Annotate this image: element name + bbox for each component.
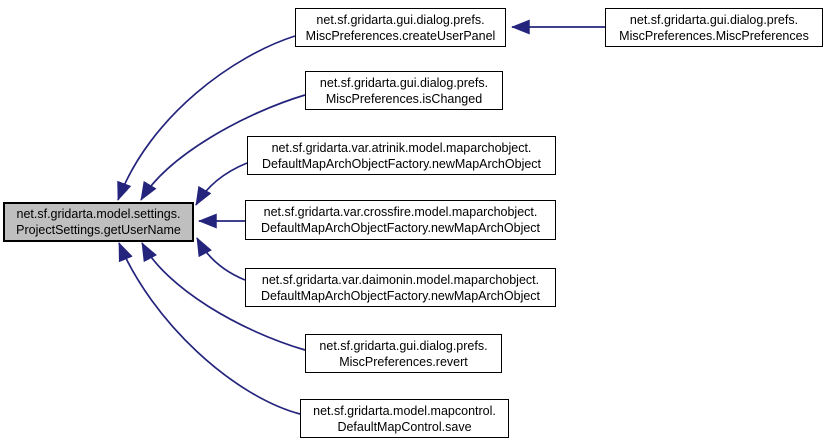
node-newmaparchobject-atrinik[interactable] <box>247 136 556 175</box>
node-label-line: ProjectSettings.getUserName <box>16 223 181 237</box>
node-label-line: DefaultMapArchObjectFactory.newMapArchObject <box>260 288 541 303</box>
node-label-line: MiscPreferences.createUserPanel <box>305 28 496 43</box>
node-label-line: net.sf.gridarta.gui.dialog.prefs. <box>629 12 799 27</box>
node-save[interactable] <box>300 399 509 438</box>
node-label-line: net.sf.gridarta.var.daimonin.model.maparchobject. <box>261 272 540 287</box>
node-label-line: MiscPreferences.isChanged <box>325 91 483 106</box>
node-ischanged[interactable] <box>305 71 503 110</box>
node-label-line: net.sf.gridarta.var.crossfire.model.maparchobject. <box>263 205 538 219</box>
edge-newmaparchobject-daimonin-to-getusername <box>197 238 245 280</box>
node-label-line: net.sf.gridarta.var.atrinik.model.maparchobject. <box>271 140 532 155</box>
node-label-line: net.sf.gridarta.model.settings. <box>16 207 181 221</box>
node-revert[interactable] <box>305 334 502 373</box>
node-getusername-focus <box>3 202 194 242</box>
edge-newmaparchobject-atrinik-to-getusername <box>196 163 247 205</box>
node-newmaparchobject-crossfire[interactable] <box>245 200 556 240</box>
edge-createuserpanel-to-getusername <box>118 36 295 200</box>
node-label-line: MiscPreferences.MiscPreferences <box>619 28 809 43</box>
node-label-line: net.sf.gridarta.gui.dialog.prefs. <box>316 12 485 27</box>
node-miscpreferences-constructor[interactable] <box>605 8 823 47</box>
node-label-line: MiscPreferences.revert <box>339 354 468 369</box>
node-label-line: DefaultMapArchObjectFactory.newMapArchObject <box>260 221 541 235</box>
node-label-line: net.sf.gridarta.gui.dialog.prefs. <box>319 338 488 353</box>
node-label-line: net.sf.gridarta.model.mapcontrol. <box>313 403 496 418</box>
node-label-line: net.sf.gridarta.gui.dialog.prefs. <box>319 75 489 90</box>
node-newmaparchobject-daimonin[interactable] <box>245 268 556 307</box>
node-label-line: DefaultMapControl.save <box>337 419 472 434</box>
node-label-line: DefaultMapArchObjectFactory.newMapArchObject <box>261 156 542 171</box>
node-createuserpanel[interactable] <box>295 8 506 47</box>
